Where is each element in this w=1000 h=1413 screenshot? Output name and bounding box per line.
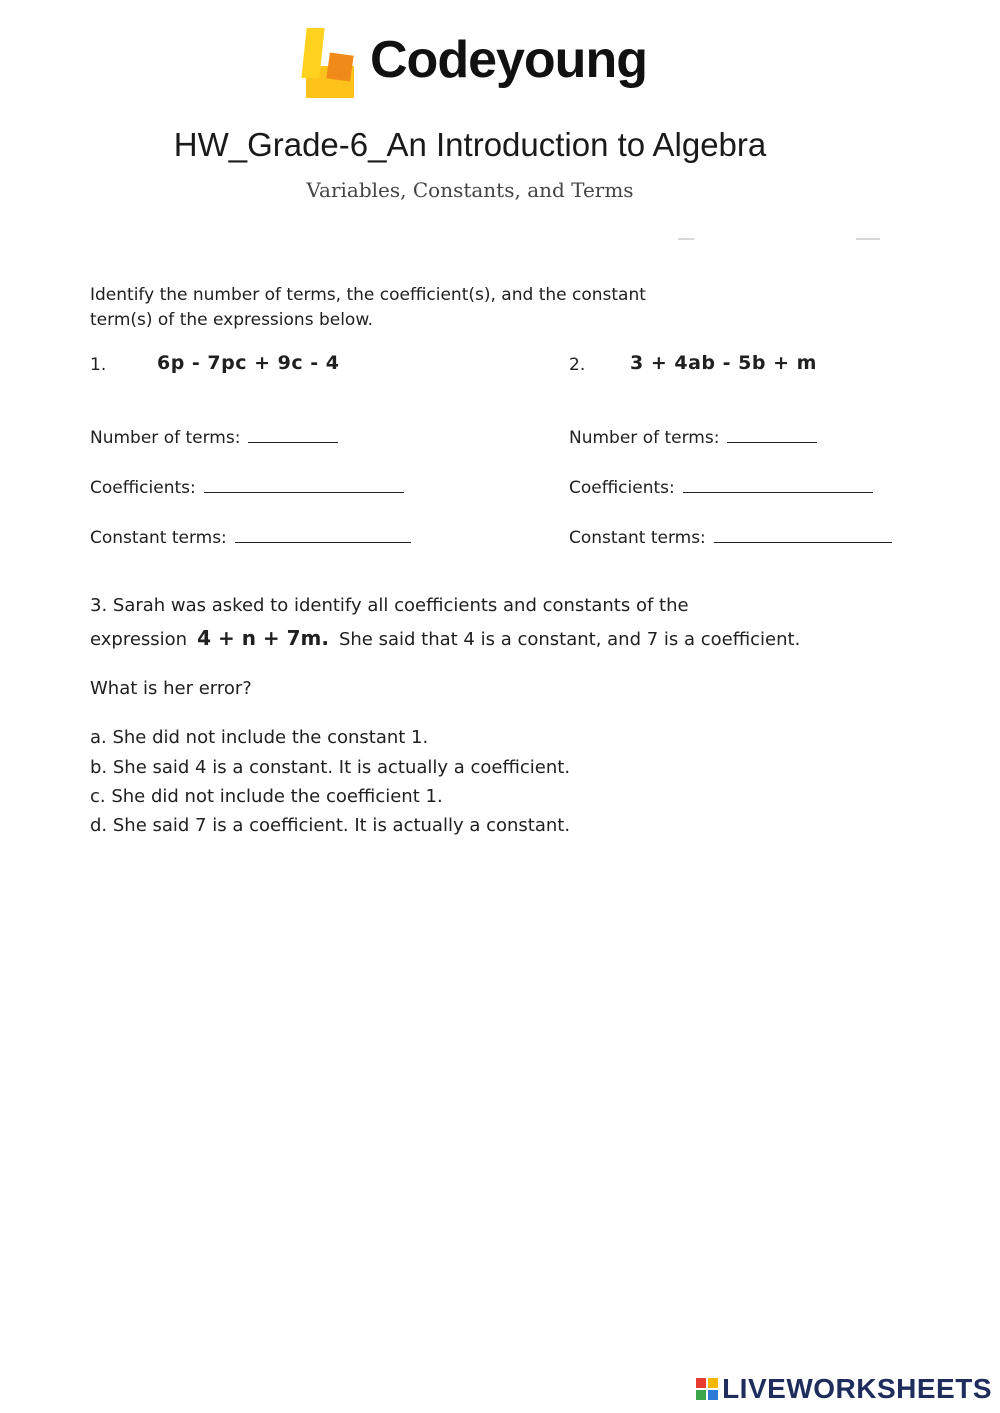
- constant-terms-label: Constant terms:: [569, 528, 706, 548]
- problem-2-number-of-terms: [569, 428, 817, 448]
- coefficients-answer-blank[interactable]: [204, 478, 404, 493]
- problem-1-number: 1.: [90, 355, 107, 375]
- answer-option-c[interactable]: c. She did not include the coefficient 1.: [90, 786, 443, 807]
- codeyoung-logo-icon: [300, 26, 358, 100]
- problem-2-coefficients: [569, 478, 873, 498]
- question-3-prompt: What is her error?: [90, 678, 252, 699]
- liveworksheets-watermark: [696, 1373, 992, 1405]
- problem-1-constant-terms: [90, 528, 411, 548]
- problem-2-constant-terms: [569, 528, 892, 548]
- constant-terms-answer-blank[interactable]: [235, 528, 411, 543]
- page-title: HW_Grade-6_An Introduction to Algebra: [173, 126, 767, 163]
- problem-1-number-of-terms: [90, 428, 338, 448]
- coefficients-label: Coefficients:: [90, 478, 196, 498]
- constant-terms-answer-blank[interactable]: [714, 528, 892, 543]
- liveworksheets-text: LIVEWORKSHEETS: [722, 1373, 992, 1404]
- number-of-terms-answer-blank[interactable]: [248, 428, 338, 443]
- scan-artifact: [856, 238, 880, 240]
- answer-option-b[interactable]: b. She said 4 is a constant. It is actually a coefficient.: [90, 757, 571, 778]
- coefficients-label: Coefficients:: [569, 478, 675, 498]
- problem-2-expression: 3 + 4ab - 5b + m: [630, 352, 817, 374]
- page-subtitle: Variables, Constants, and Terms: [306, 178, 634, 202]
- question-3-prefix: expression: [90, 629, 188, 650]
- instructions-line-1: Identify the number of terms, the coefficient(s), and the constant: [90, 285, 646, 305]
- answer-option-a[interactable]: a. She did not include the constant 1.: [90, 727, 429, 748]
- coefficients-answer-blank[interactable]: [683, 478, 873, 493]
- problem-2-number: 2.: [569, 355, 586, 375]
- instructions-line-2: term(s) of the expressions below.: [90, 310, 374, 330]
- question-3-line-2: [90, 626, 800, 650]
- answer-option-d[interactable]: d. She said 7 is a coefficient. It is actually a constant.: [90, 815, 571, 836]
- brand-name: Codeyoung: [370, 31, 647, 89]
- scan-artifact: [678, 238, 694, 240]
- liveworksheets-logo-icon: [696, 1378, 718, 1400]
- question-3-suffix: She said that 4 is a constant, and 7 is a coefficient.: [338, 629, 801, 650]
- number-of-terms-answer-blank[interactable]: [727, 428, 817, 443]
- number-of-terms-label: Number of terms:: [90, 428, 241, 448]
- number-of-terms-label: Number of terms:: [569, 428, 720, 448]
- question-3-expression: 4 + n + 7m.: [197, 626, 329, 650]
- problem-1-expression: 6p - 7pc + 9c - 4: [157, 352, 340, 374]
- question-3-line-1: 3. Sarah was asked to identify all coefficients and constants of the: [90, 595, 689, 616]
- problem-1-coefficients: [90, 478, 404, 498]
- constant-terms-label: Constant terms:: [90, 528, 227, 548]
- brand-logo: [300, 22, 647, 104]
